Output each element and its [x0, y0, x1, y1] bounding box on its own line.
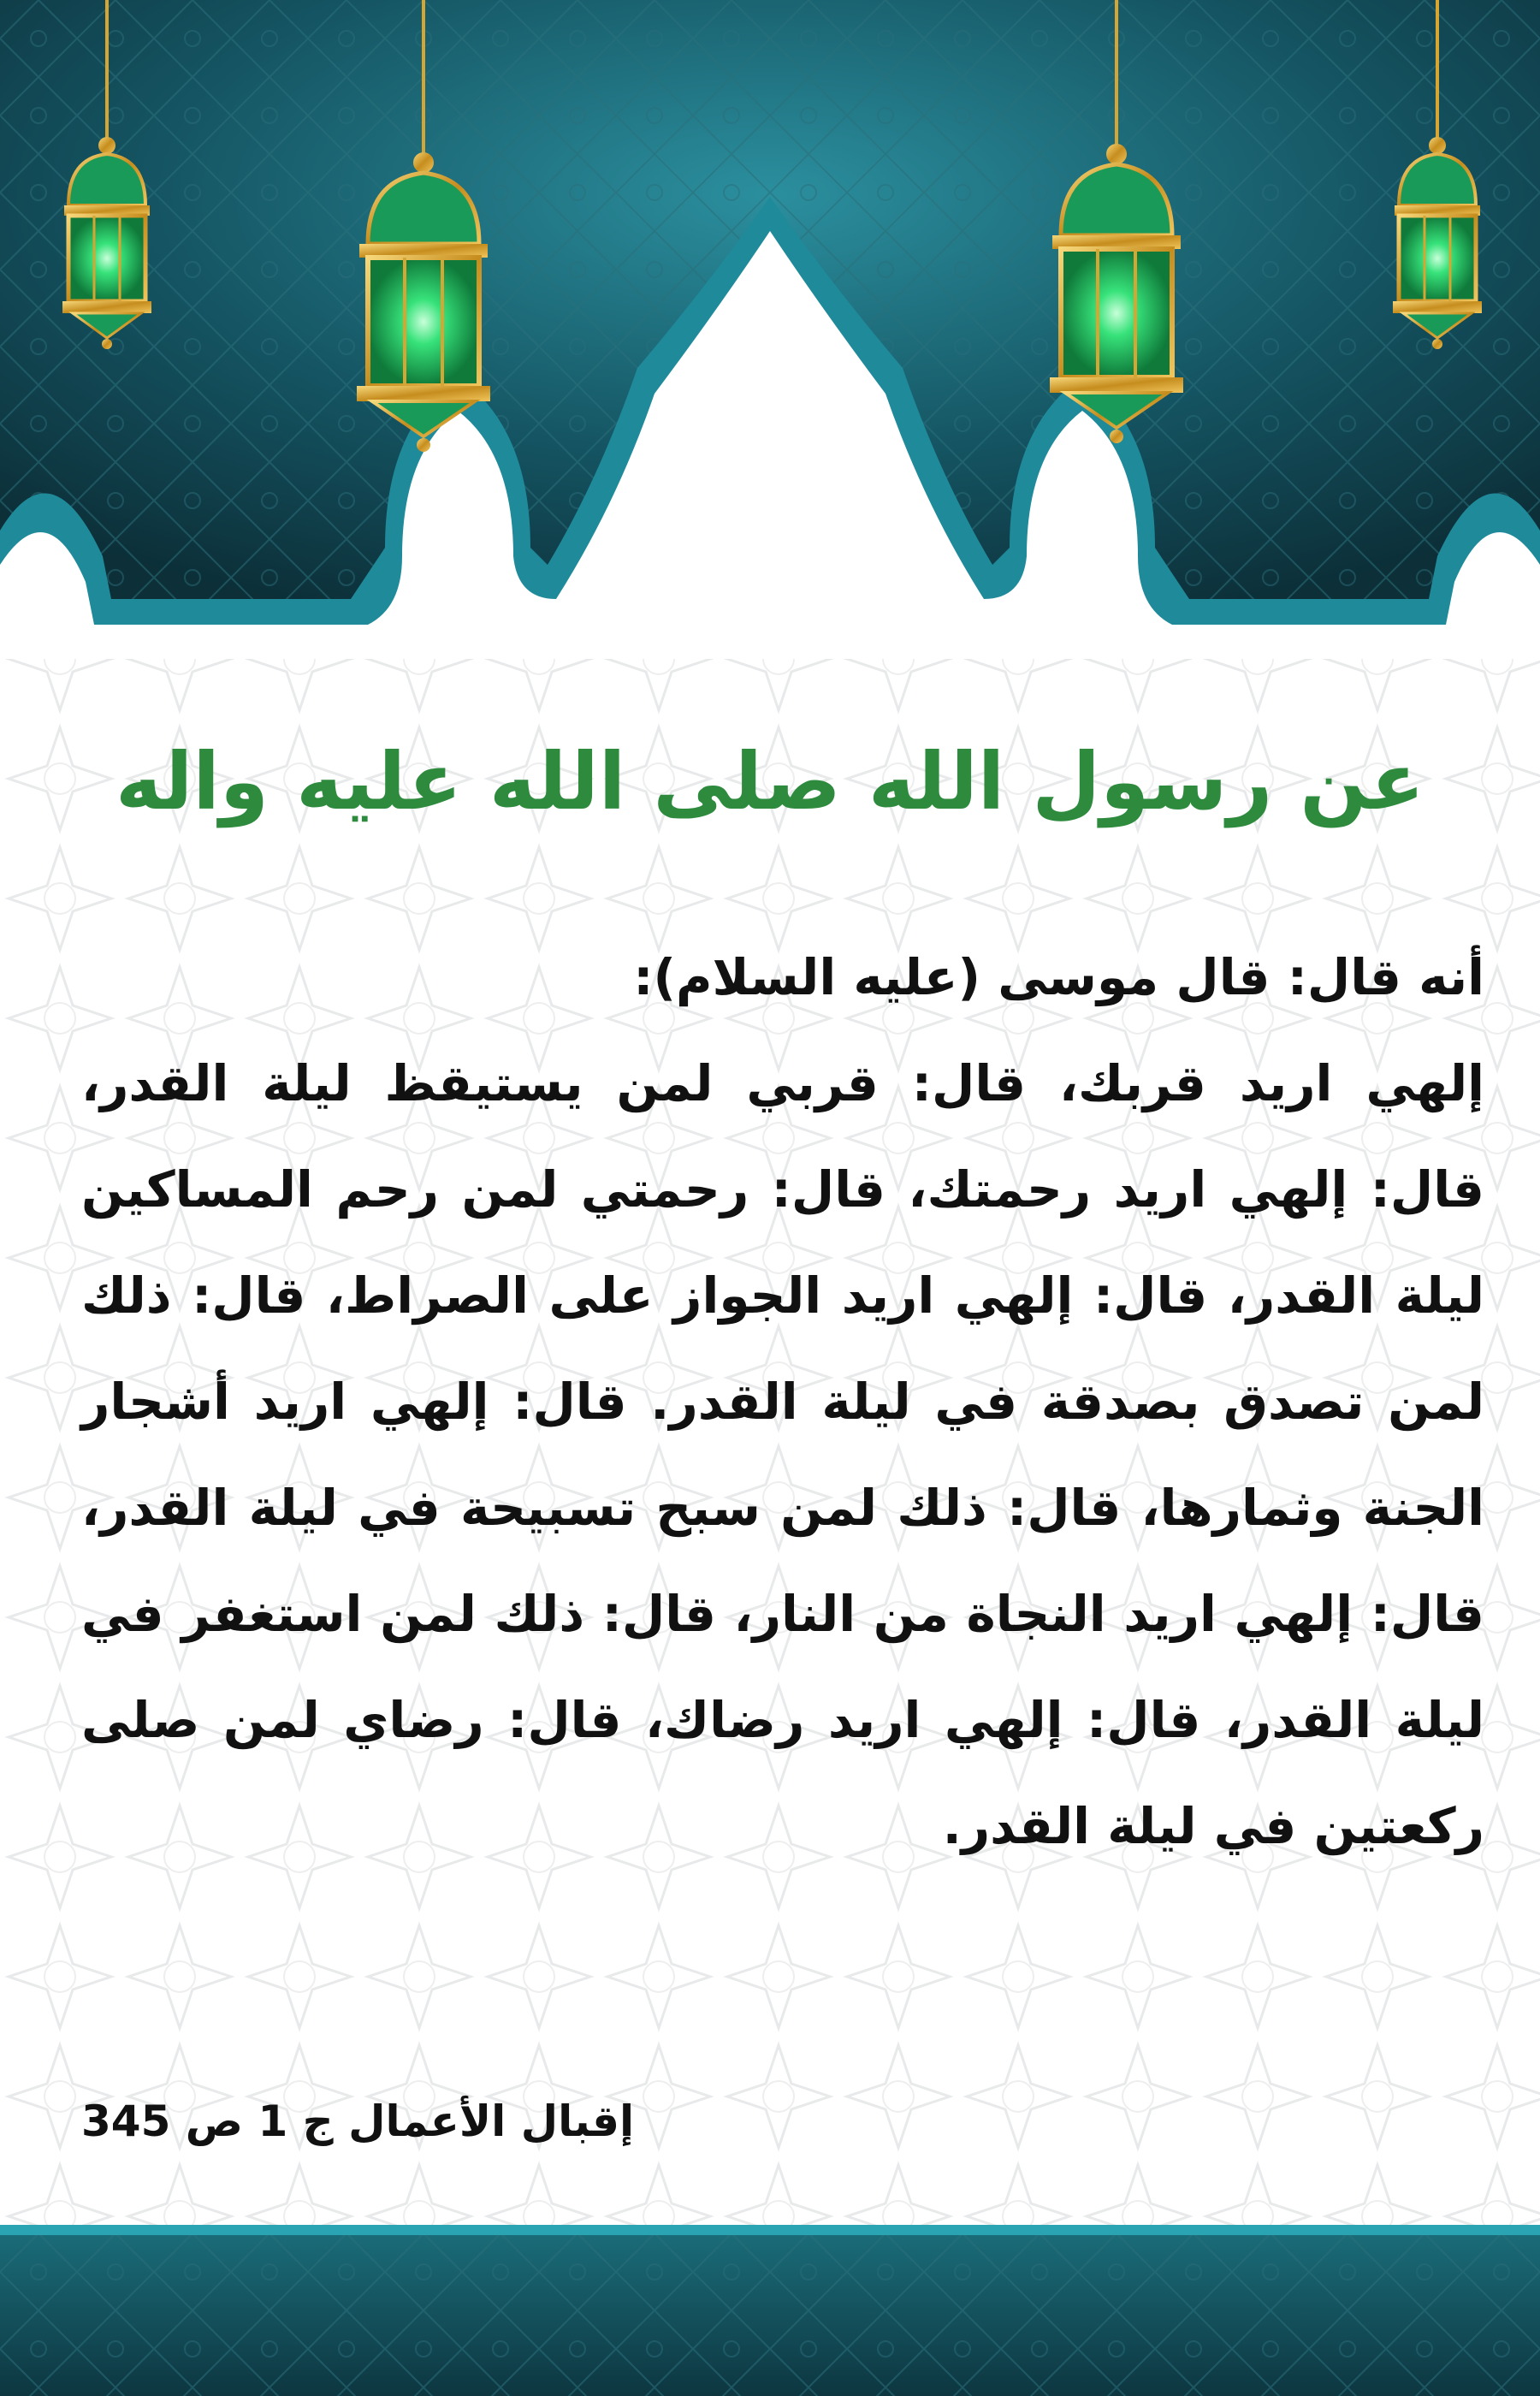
- source-reference: إقبال الأعمال ج 1 ص 345: [81, 2096, 635, 2146]
- hadith-text: أنه قال: قال موسى (عليه السلام): إلهي اريد قربك، قال: قربي لمن يستيقظ ليلة القدر، قال: إلهي اريد رحمتك، قال: رحمتي لمن رحم المساكين ليلة القدر، قال: إلهي اريد الجواز على الصراط، قال: ذلك لمن تصدق بصدقة في ليلة القدر. قال: إلهي اريد أشجار الجنة وثمارها، قال: ذلك لمن سبح تسبيحة في ليلة القدر، قال: إلهي اريد النجاة من النار، قال: ذلك لمن استغفر في ليلة القدر، قال: إلهي اريد رضاك، قال: رضاي لمن صلى ركعتين في ليلة القدر.: [81, 948, 1484, 1855]
- hadith-attribution-title: عن رسول الله صلى الله عليه واله: [116, 736, 1424, 827]
